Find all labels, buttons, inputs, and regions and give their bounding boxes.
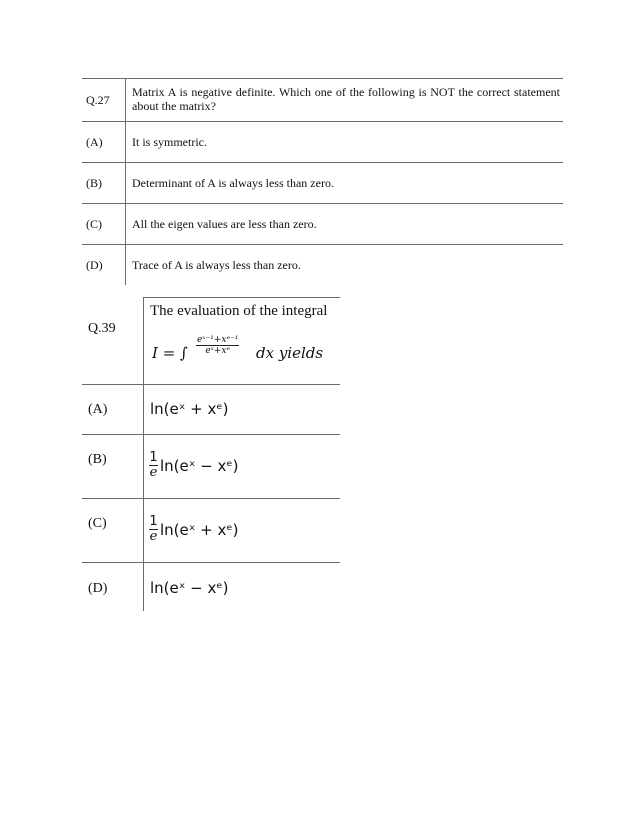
option-expression: ln(eˣ − xᵉ): [150, 579, 229, 597]
option-row-c: [82, 204, 563, 245]
coefficient-numerator: 1: [149, 514, 158, 529]
option-label: (D): [88, 581, 108, 596]
column-divider: [143, 385, 144, 434]
top-border: [143, 297, 340, 298]
option-expression: ln(eˣ + xᵉ): [150, 400, 229, 418]
coefficient-fraction: [149, 451, 158, 480]
integrand-fraction: [196, 335, 239, 356]
option-text: It is symmetric.: [132, 135, 207, 149]
option-row-a: [82, 122, 563, 163]
coefficient-numerator: 1: [149, 450, 158, 465]
column-divider: [143, 563, 144, 611]
integral-equation: [152, 335, 332, 371]
coefficient-denominator: e: [149, 465, 158, 480]
equation-tail: dx yields: [256, 344, 324, 362]
column-divider: [125, 122, 126, 162]
question-number: Q.27: [86, 93, 110, 107]
question-39-stem-row: [82, 297, 340, 385]
option-label: (C): [88, 516, 107, 531]
option-row-b: [82, 435, 340, 499]
option-row-c: [82, 499, 340, 563]
option-text: Determinant of A is always less than zero.: [132, 176, 334, 190]
question-39-table: [82, 297, 340, 611]
question-title: The evaluation of the integral: [150, 303, 328, 319]
option-text: All the eigen values are less than zero.: [132, 217, 317, 231]
column-divider: [125, 245, 126, 285]
question-27-table: [82, 78, 563, 285]
option-row-d: [82, 563, 340, 611]
column-divider: [125, 163, 126, 203]
option-row-d: [82, 245, 563, 285]
question-27-stem-row: [82, 78, 563, 122]
question-text: Matrix A is negative definite. Which one of the following is NOT the correct statement about the matrix?: [132, 85, 560, 113]
option-label: (C): [86, 217, 102, 231]
option-label: (B): [86, 176, 102, 190]
column-divider: [143, 435, 144, 498]
column-divider: [143, 297, 144, 384]
column-divider: [125, 204, 126, 244]
integrand-numerator: eˣ⁻¹+xᵉ⁻¹: [197, 335, 239, 345]
option-row-a: [82, 385, 340, 435]
integrand-denominator: eˣ+xᵉ: [205, 346, 230, 356]
option-label: (A): [86, 135, 103, 149]
coefficient-fraction: [149, 515, 158, 544]
equation-lhs: I = ∫: [152, 344, 188, 362]
coefficient-denominator: e: [149, 529, 158, 544]
option-label: (B): [88, 452, 107, 467]
column-divider: [143, 499, 144, 562]
option-expression: ln(eˣ − xᵉ): [160, 457, 239, 475]
option-text: Trace of A is always less than zero.: [132, 258, 301, 272]
question-number: Q.39: [88, 321, 116, 336]
column-divider: [125, 79, 126, 121]
option-label: (A): [88, 402, 108, 417]
option-label: (D): [86, 258, 103, 272]
option-row-b: [82, 163, 563, 204]
option-expression: ln(eˣ + xᵉ): [160, 521, 239, 539]
